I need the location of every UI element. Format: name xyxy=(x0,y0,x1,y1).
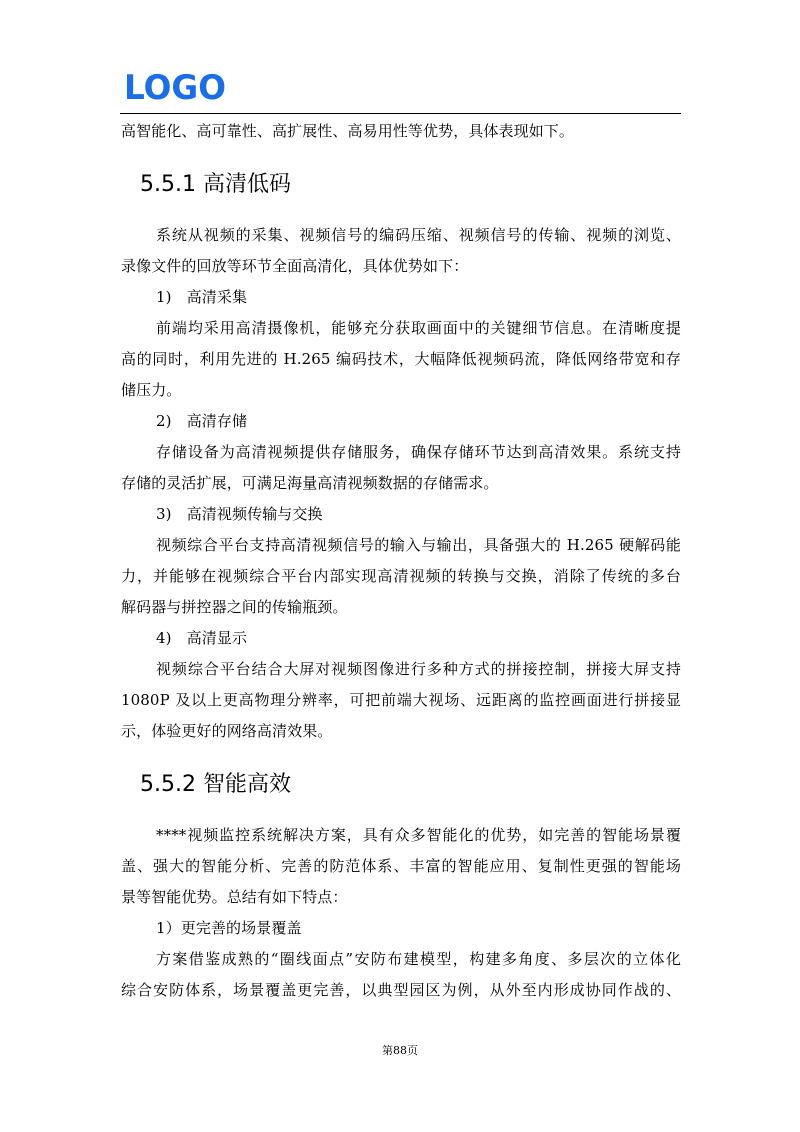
list-item-body xyxy=(121,530,681,623)
paragraph-line: 景等智能优势。总结有如下特点： xyxy=(121,888,348,906)
paragraph-line: 综合安防体系，场景覆盖更完善，以典型园区为例，从外至内形成协同作战的、 xyxy=(121,981,681,999)
paragraph-line: 前端均采用高清摄像机，能够充分获取画面中的关键细节信息。在清晰度提 xyxy=(156,319,681,337)
list-item-body xyxy=(121,654,681,747)
paragraph-line: 解码器与拼控器之间的传输瓶颈。 xyxy=(121,598,348,616)
list-item-title: 3) 高清视频传输与交换 xyxy=(156,505,323,523)
list-item-title: 1) 高清采集 xyxy=(156,288,248,306)
paragraph-line: 盖、强大的智能分析、完善的防范体系、丰富的智能应用、复制性更强的智能场 xyxy=(121,857,681,875)
section2-paragraph xyxy=(121,820,681,913)
list-item-title: 1）更完善的场景覆盖 xyxy=(156,919,302,937)
paragraph-line: 视频综合平台结合大屏对视频图像进行多种方式的拼接控制，拼接大屏支持 xyxy=(156,660,681,678)
intro-line: 高智能化、高可靠性、高扩展性、高易用性等优势，具体表现如下。 xyxy=(121,122,575,140)
paragraph-line: 存储设备为高清视频提供存储服务，确保存储环节达到高清效果。系统支持 xyxy=(156,443,681,461)
paragraph-line: 力，并能够在视频综合平台内部实现高清视频的转换与交换，消除了传统的多台 xyxy=(121,567,681,585)
list-item-title: 2) 高清存储 xyxy=(156,412,248,430)
header-divider xyxy=(120,113,681,114)
paragraph-line: ****视频监控系统解决方案，具有众多智能化的优势，如完善的智能场景覆 xyxy=(156,826,681,844)
paragraph-line: 视频综合平台支持高清视频信号的输入与输出，具备强大的 H.265 硬解码能 xyxy=(156,536,681,554)
section-heading-5-5-1: 5.5.1 高清低码 xyxy=(140,172,291,197)
paragraph-line: 1080P 及以上更高物理分辨率，可把前端大视场、远距离的监控画面进行拼接显 xyxy=(121,691,681,709)
paragraph-line: 存储的灵活扩展，可满足海量高清视频数据的存储需求。 xyxy=(121,474,499,492)
list-item-body xyxy=(121,437,681,499)
paragraph-line: 方案借鉴成熟的“圈线面点”安防布建模型，构建多角度、多层次的立体化 xyxy=(156,950,681,968)
paragraph-line: 储压力。 xyxy=(121,381,182,399)
section-heading-5-5-2: 5.5.2 智能高效 xyxy=(140,772,291,797)
list-item-body xyxy=(121,944,681,1006)
svg-text:LOGO: LOGO xyxy=(124,70,226,104)
paragraph-line: 录像文件的回放等环节全面高清化，具体优势如下： xyxy=(121,257,469,275)
company-logo xyxy=(124,70,228,104)
section1-paragraph xyxy=(121,220,681,282)
paragraph-line: 高的同时，利用先进的 H.265 编码技术，大幅降低视频码流，降低网络带宽和存 xyxy=(121,350,681,368)
page-number: 第88页 xyxy=(382,1044,418,1057)
list-item-body xyxy=(121,313,681,406)
paragraph-line: 示，体验更好的网络高清效果。 xyxy=(121,722,333,740)
paragraph-line: 系统从视频的采集、视频信号的编码压缩、视频信号的传输、视频的浏览、 xyxy=(156,226,681,244)
document-body xyxy=(121,116,681,1006)
list-item-title: 4) 高清显示 xyxy=(156,629,248,647)
logo-wordmark-icon xyxy=(124,70,228,104)
